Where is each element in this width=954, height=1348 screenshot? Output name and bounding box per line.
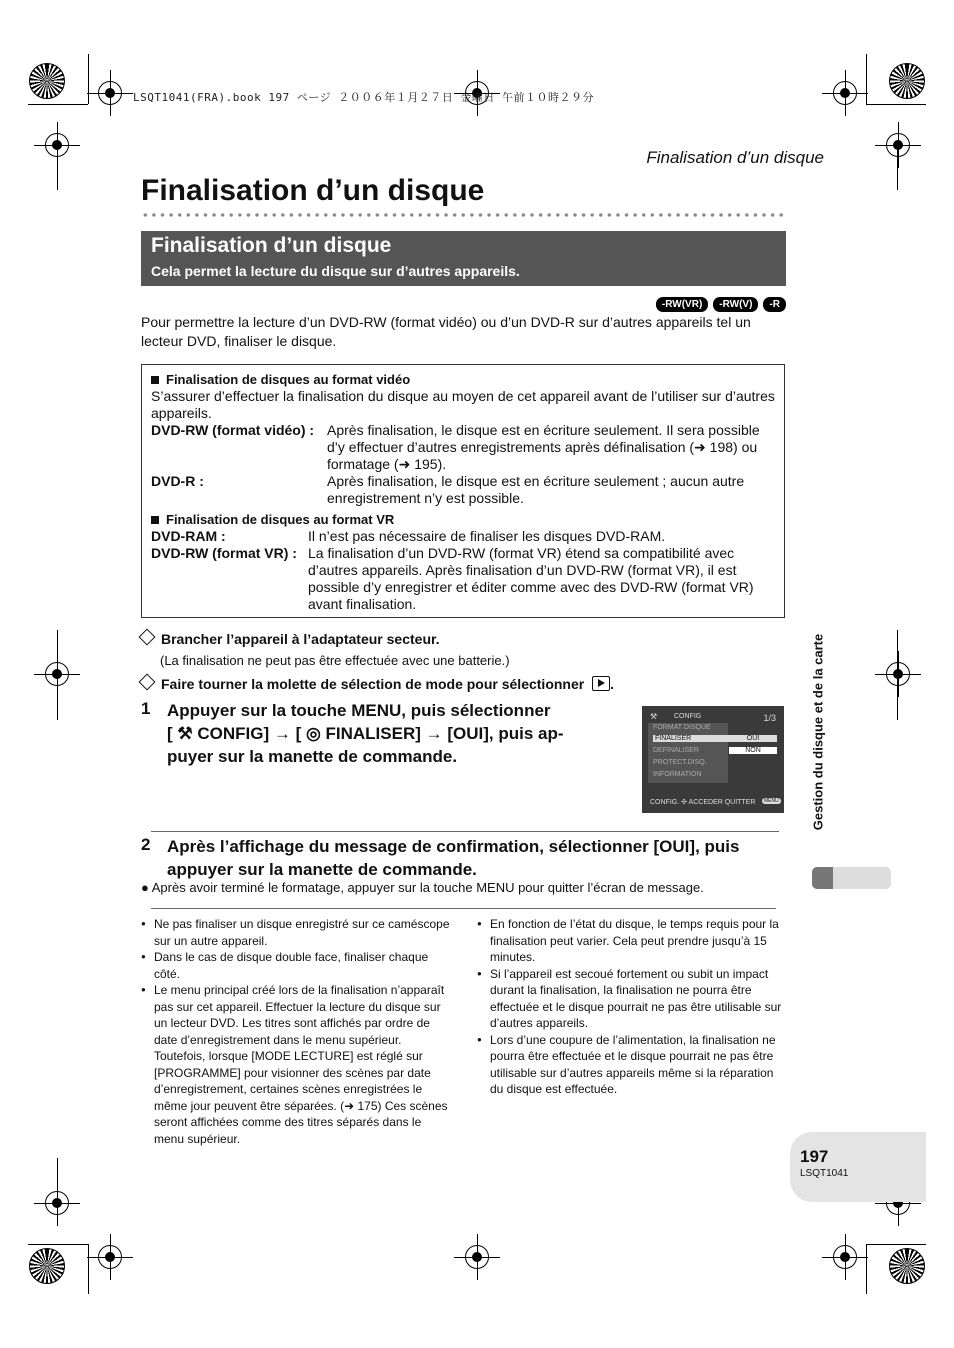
dvdr-label: DVD-R : [151,473,204,489]
crosshair-mark-icon [822,70,868,116]
note-item: ● Ne pas finaliser un disque enregistré sur ce caméscope sur un autre appareil. [141,916,451,949]
prep-step-1: Brancher l’appareil à l’adaptateur secteur. [141,631,440,647]
crop-mark [28,104,88,105]
lcd-item-format: FORMAT DISQUE [653,724,711,731]
badge-r: -R [763,297,786,312]
registration-wheel-icon [889,63,925,99]
rw-video-label: DVD-RW (format vidéo) : [151,422,315,438]
section-heading: Finalisation d’un disque [151,234,392,257]
crosshair-mark-icon [875,651,921,697]
section-subheading: Cela permet la lecture du disque sur d’autres appareils. [151,263,520,279]
crop-mark [57,630,58,720]
note-item: ● Lors d’une coupure de l’alimentation, la finalisation ne pourra être effectuée et le disque pourrait ne pas être utilisable sur d’autres appareils même si la réparation du disque est effectuée. [477,1032,785,1098]
lcd-menu-button: MENU [764,798,779,804]
side-tab-label: Gestion du disque et de la carte [810,633,826,831]
crosshair-mark-icon [454,1234,500,1280]
ram-row [151,528,779,545]
registration-wheel-icon [889,1248,925,1284]
step-2-number: 2 [141,835,151,854]
crosshair-mark-icon [87,1234,133,1280]
square-bullet-icon [151,516,159,524]
section-banner [141,231,786,286]
square-bullet-icon [151,376,159,384]
lcd-option-non: NON [729,747,777,754]
lcd-item-protect: PROTECT.DISQ. [653,759,707,766]
rw-vr-label: DVD-RW (format VR) : [151,545,297,561]
diamond-bullet-icon [139,674,156,691]
crop-mark [866,1244,926,1245]
ram-label: DVD-RAM : [151,528,226,544]
step-1-text: Appuyer sur la touche MENU, puis sélectionner [ ⚒ CONFIG] → [ ◎ FINALISER] → [OUI], puis ap- puyer sur la manette de commande. [167,701,564,766]
crop-mark [88,1244,89,1294]
note-item: ● Dans le cas de disque double face, finaliser chaque côté. [141,949,451,982]
crop-mark [897,630,898,720]
step-1-number: 1 [141,699,151,718]
rw-video-row [151,422,779,473]
crosshair-mark-icon [822,1234,868,1280]
registration-wheel-icon [29,1248,65,1284]
ram-text: Il n’est pas nécessaire de finaliser les disques DVD-RAM. [308,528,666,544]
crosshair-mark-icon [87,70,133,116]
dvdr-row [151,473,779,507]
crop-mark [57,140,58,190]
step-divider [151,831,779,832]
notes-right [477,916,785,1098]
note-item: ● En fonction de l’état du disque, le temps requis pour la finalisation peut varier. Cela peut prendre jusqu’à 15 minutes. [477,916,785,966]
running-head: Finalisation d’un disque [646,148,824,167]
lcd-title: CONFIG [674,713,702,720]
crosshair-mark-icon [875,122,921,168]
step-2-note: ● Après avoir terminé le formatage, appuyer sur la touche MENU pour quitter l’écran de message. [141,880,704,895]
lcd-item-definaliser: DEFINALISER [653,747,699,754]
crop-mark [57,1158,58,1208]
dotted-divider [141,212,786,218]
video-format-heading: Finalisation de disques au format vidéo [151,371,779,388]
rw-video-text: Après finalisation, le disque est en écriture seulement. Il sera possible d’y effectuer d’autres enregistrements après définalisation (➜ 198) ou formatage (➜ 195). [327,422,760,472]
lcd-option-oui: OUI [729,735,777,742]
video-format-text: S’assurer d’effectuer la finalisation du disque au moyen de cet appareil avant de l’utiliser sur d’autres appareils. [151,388,775,421]
crop-mark [866,1244,867,1294]
crop-mark [866,104,926,105]
crop-mark [28,1244,88,1245]
lcd-page: 1/3 [763,713,776,723]
crop-mark [897,140,898,190]
info-box [141,364,785,618]
crop-mark [88,54,89,104]
rw-vr-row [151,545,779,613]
lcd-footer: CONFIG. ✣ ACCEDER QUITTER [650,799,756,806]
note-item: ● Si l’appareil est secoué fortement ou subit un impact durant la finalisation, la finalisation ne pourra être effectuée et le disque pourrait ne pas être utilisable sur d’autres appareils. [477,966,785,1032]
disc-badges [656,297,786,312]
page-number: 197 [800,1147,829,1166]
lcd-wrench-icon: ⚒ [650,712,658,721]
note-item: ● Le menu principal créé lors de la finalisation n’apparaît pas sur cet appareil. Effectuer la lecture du disque sur un lecteur DVD. Les titres sont affichés par ordre de date d’enregistrement dans le menu supérieur. Toutefois, lorsque [MODE LECTURE] est réglé sur [PROGRAMME] pour visionner des scènes par date d’enregistrement, certaines scènes enregistrées le même jour peuvent être séparées. (➜ 175) Ces scènes seront affichées comme des titres séparés dans le menu supérieur. [141,982,451,1147]
play-mode-icon [592,676,610,691]
step-2-text: Après l’affichage du message de confirmation, sélectionner [OUI], puis appuyer sur la manette de commande. [167,837,740,879]
lcd-menu-screen [642,706,784,813]
dvdr-text: Après finalisation, le disque est en écriture seulement ; aucun autre enregistrement n’y est possible. [327,473,745,506]
notes-divider [151,908,776,909]
lcd-item-finaliser: FINALISER [653,735,729,742]
crop-mark [866,54,867,104]
intro-text: Pour permettre la lecture d’un DVD-RW (format vidéo) ou d’un DVD-R sur d’autres appareils tel un lecteur DVD, finaliser le disque. [141,314,751,349]
vr-format-heading: Finalisation de disques au format VR [151,511,779,528]
rw-vr-text: La finalisation d’un DVD-RW (format VR) étend sa compatibilité avec d’autres appareils. Après finalisation d’un DVD-RW (format VR), il est possible d’y enregistrer et éditer comme avec des DVD-RW (format VR) avant finalisation. [308,545,754,612]
page-code: LSQT1041 [800,1168,849,1179]
diamond-bullet-icon [139,629,156,646]
badge-rw-vr: -RW(VR) [656,297,708,312]
page-number-box [790,1132,926,1202]
print-header: LSQT1041(FRA).book 197 ページ ２００６年１月２７日 金曜日 午前１０時２９分 [133,91,594,104]
lcd-item-information: INFORMATION [653,771,702,778]
notes-left [141,916,451,1147]
chapter-tab [812,867,891,889]
prep-step-2: Faire tourner la molette de sélection de mode pour sélectionner . [141,676,614,692]
registration-wheel-icon [29,63,65,99]
prep-step-1-note: (La finalisation ne peut pas être effectuée avec une batterie.) [160,653,510,668]
page-title: Finalisation d’un disque [141,174,485,207]
badge-rw-v: -RW(V) [713,297,758,312]
